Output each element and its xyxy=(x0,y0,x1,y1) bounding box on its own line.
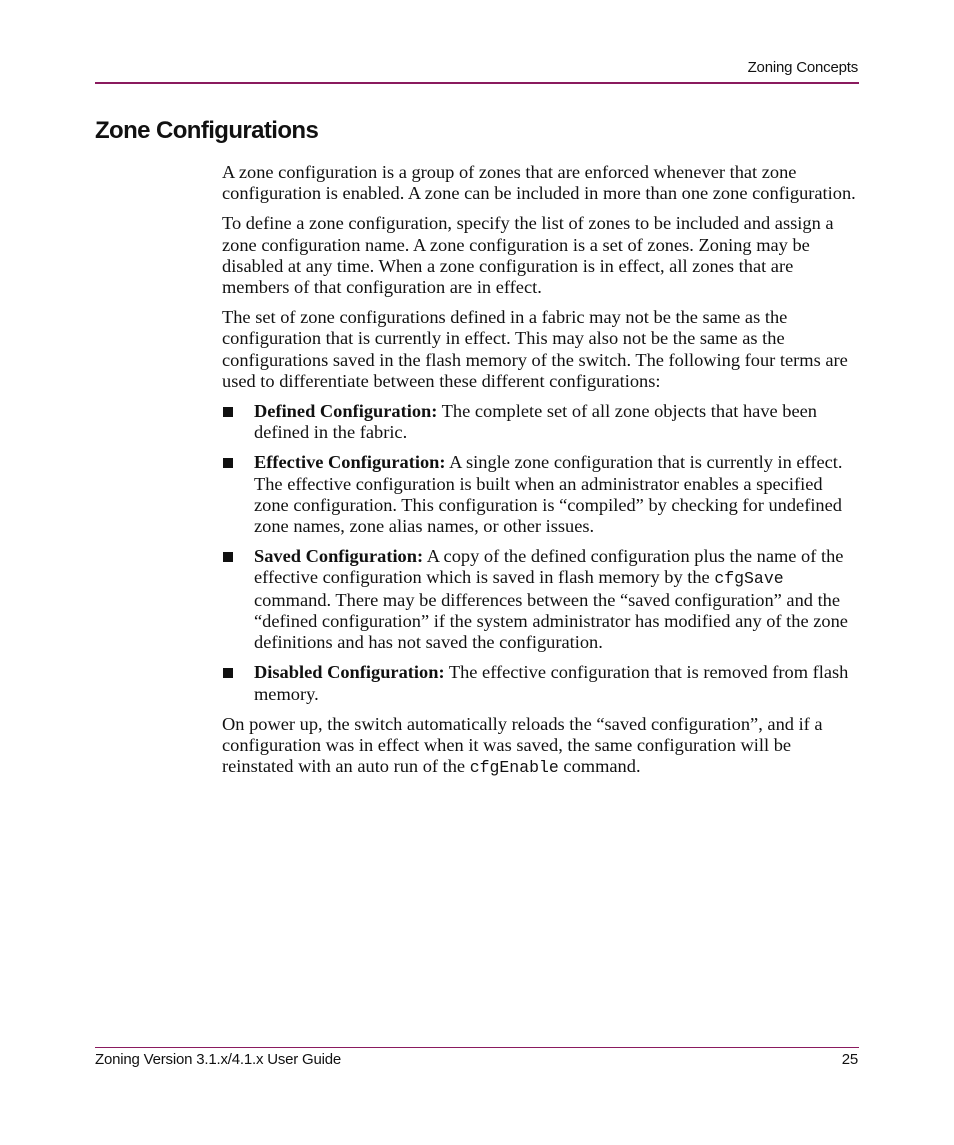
footer-rule xyxy=(95,1047,859,1048)
footer-title: Zoning Version 3.1.x/4.1.x User Guide xyxy=(95,1051,342,1068)
term-label: Disabled Configuration: xyxy=(254,662,445,683)
configuration-terms-list xyxy=(222,401,858,705)
term-description: The complete set of all zone objects that have been defined in the fabric. xyxy=(254,401,817,443)
square-bullet-icon xyxy=(223,552,233,562)
command-cfgenable: cfgEnable xyxy=(469,758,559,778)
term-label: Saved Configuration: xyxy=(254,546,424,567)
list-item-effective-configuration xyxy=(222,452,858,537)
page-number: 25 xyxy=(841,1051,858,1068)
list-item-defined-configuration xyxy=(222,401,858,444)
term-label: Defined Configuration: xyxy=(254,401,438,422)
paragraph-3: The set of zone configurations defined in a fabric may not be the same as the configuration that is currently in effect. This may also not be the same as the configurations saved in the flash memory of the switch. The following four terms are used to differentiate between these different configurations: xyxy=(222,307,848,392)
term-description: A copy of the defined configuration plus the name of the effective configuration which is saved in flash memory by the xyxy=(254,546,844,588)
list-item-saved-configuration xyxy=(222,546,858,653)
paragraph-4-text: On power up, the switch automatically reloads the “saved configuration”, and if a configuration was in effect when it was saved, the same configuration will be reinstated with an auto run of the xyxy=(222,713,823,777)
body-text xyxy=(222,162,858,787)
running-head: Zoning Concepts xyxy=(747,59,858,76)
paragraph-4-text-end: command. xyxy=(558,756,641,777)
term-description-continued: command. There may be differences between the “saved configuration” and the “defined configuration” if the system administrator has modified any of the zone definitions and has not saved the configuration. xyxy=(254,589,848,653)
paragraph-1: A zone configuration is a group of zones that are enforced whenever that zone configuration is enabled. A zone can be included in more than one zone configuration. xyxy=(222,162,856,204)
paragraph-2: To define a zone configuration, specify the list of zones to be included and assign a zone configuration name. A zone configuration is a set of zones. Zoning may be disabled at any time. When a zone configuration is in effect, all zones that are members of that configuration are in effect. xyxy=(222,213,834,298)
square-bullet-icon xyxy=(223,407,233,417)
header-rule xyxy=(95,82,859,84)
list-item-disabled-configuration xyxy=(222,662,858,705)
command-cfgsave: cfgSave xyxy=(714,569,784,589)
term-description: The effective configuration that is removed from flash memory. xyxy=(254,662,849,704)
square-bullet-icon xyxy=(223,668,233,678)
term-label: Effective Configuration: xyxy=(254,452,446,473)
term-description: A single zone configuration that is currently in effect. The effective configuration is built when an administrator enables a specified zone configuration. This configuration is “compiled” by checking for undefined zone names, zone alias names, or other issues. xyxy=(254,452,843,537)
section-title: Zone Configurations xyxy=(95,117,319,144)
paragraph-4 xyxy=(222,714,858,779)
square-bullet-icon xyxy=(223,458,233,468)
